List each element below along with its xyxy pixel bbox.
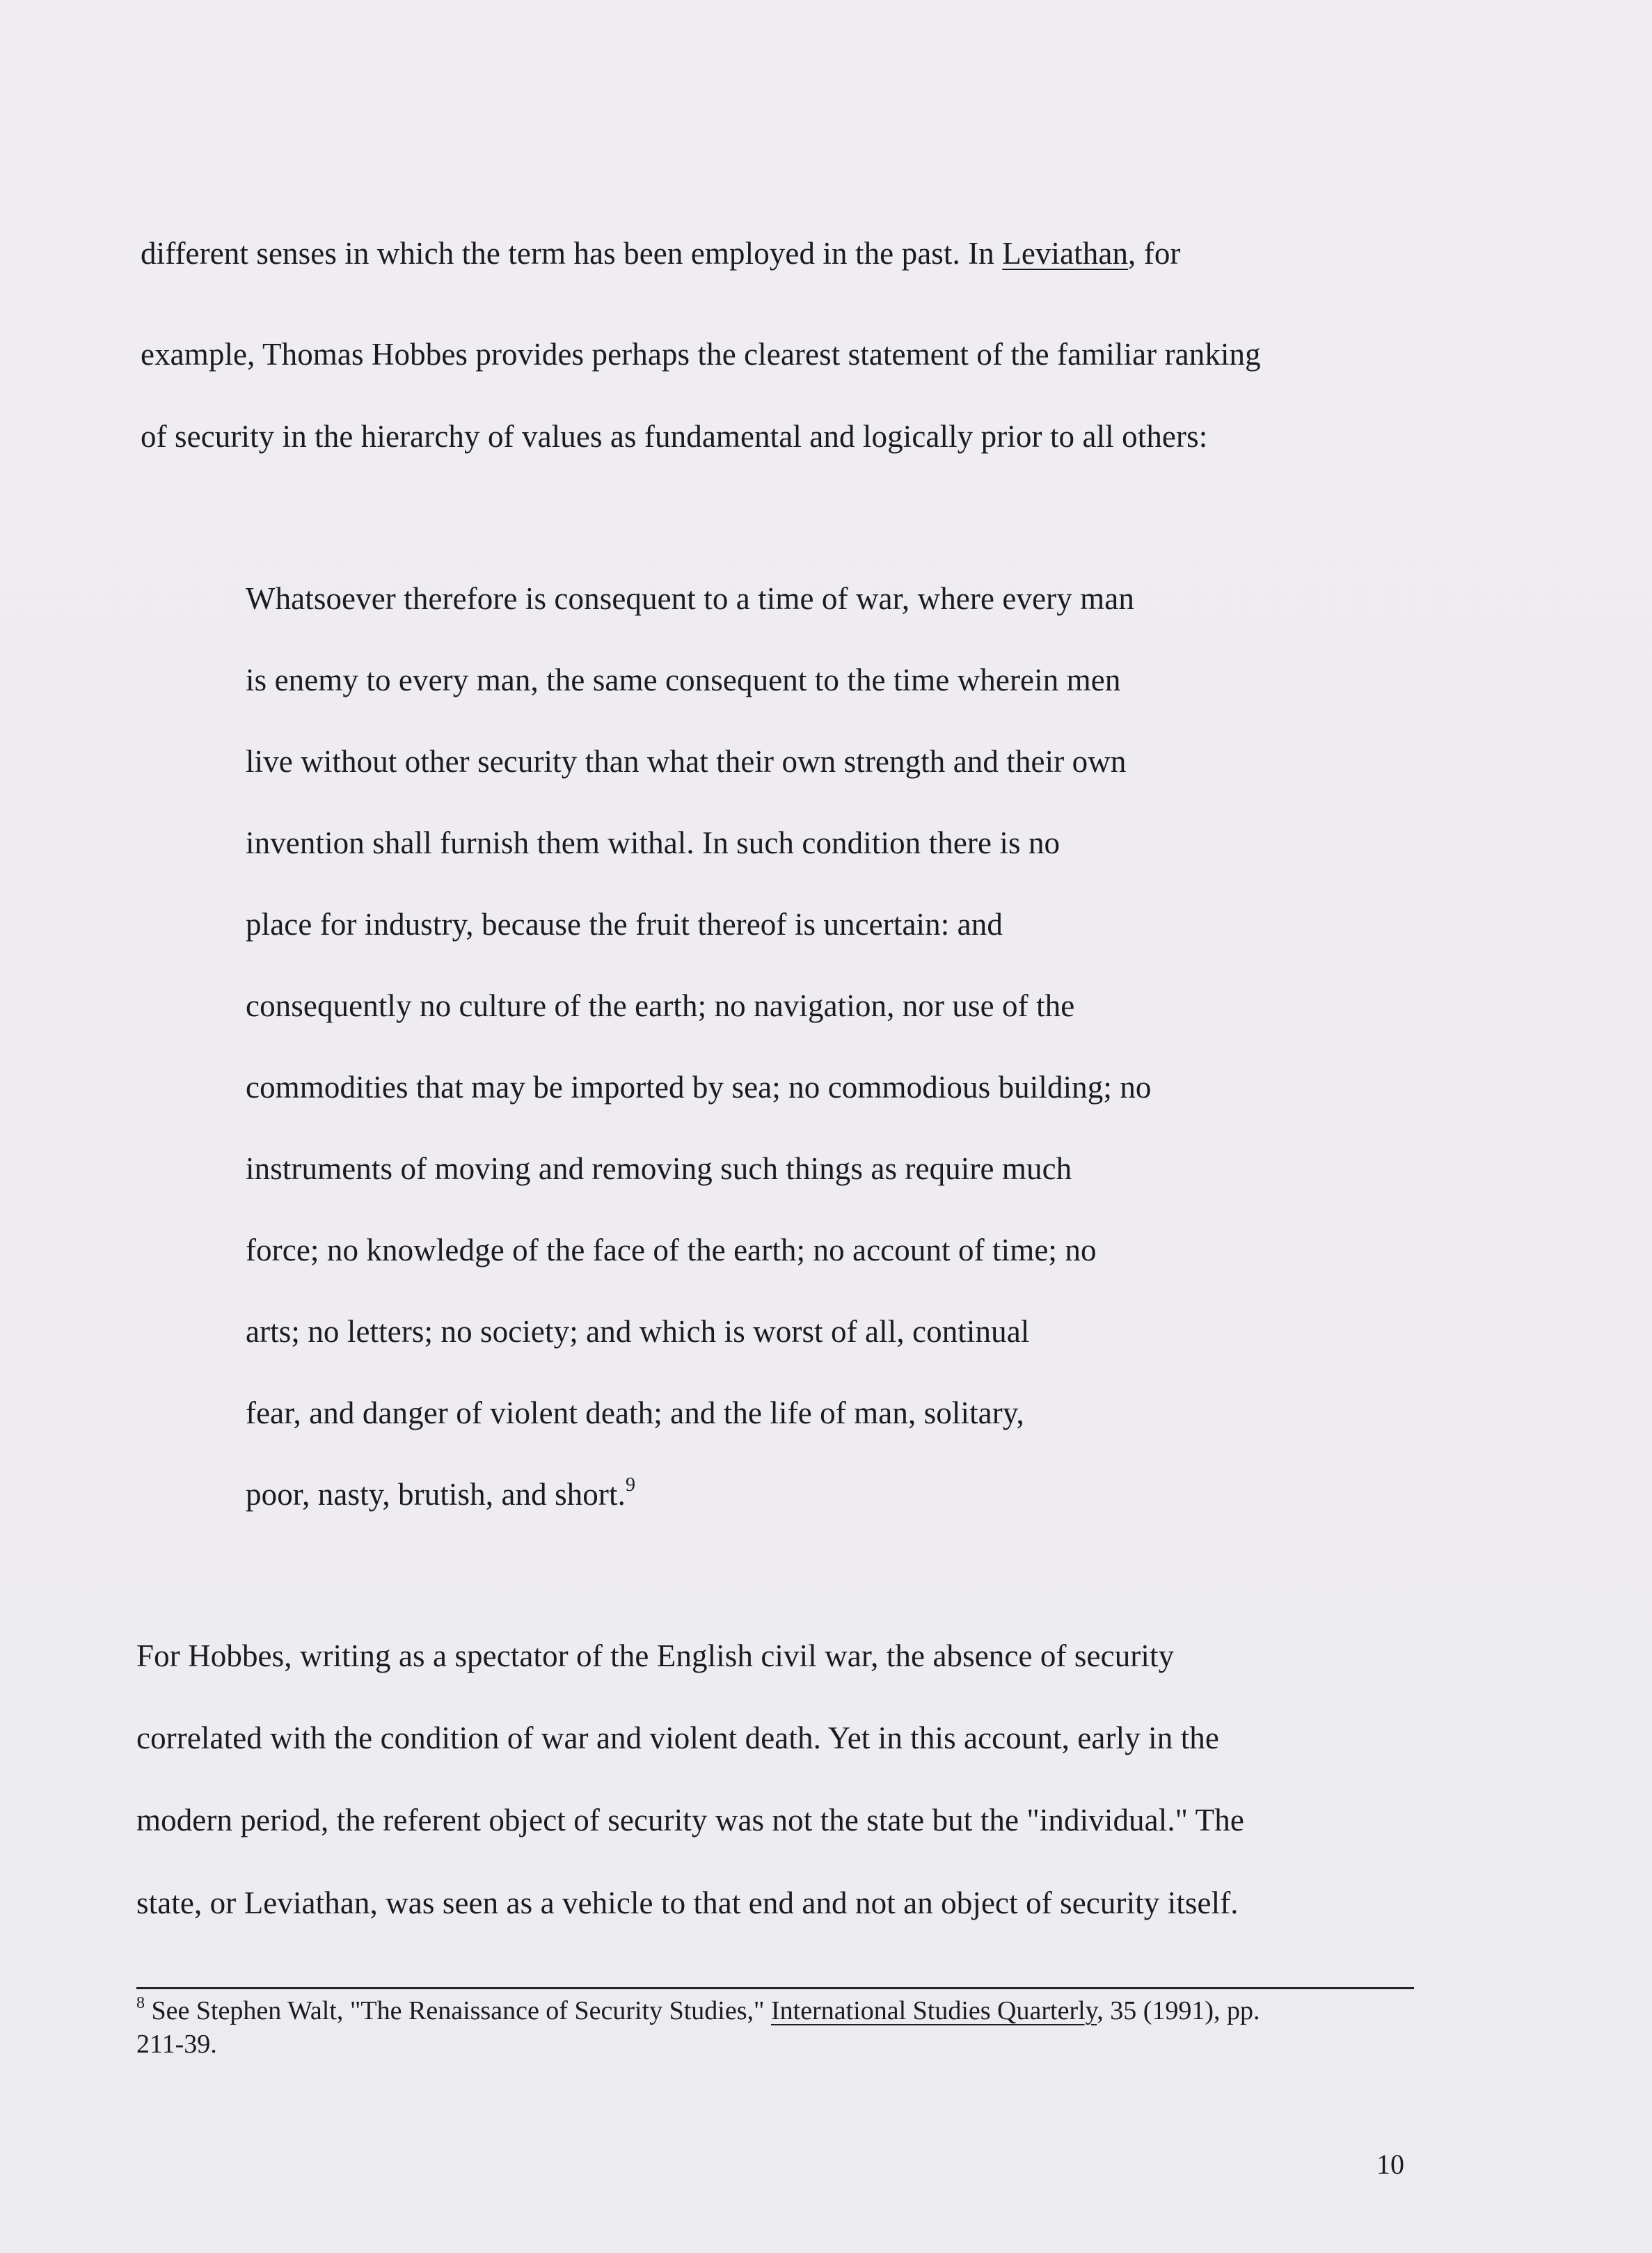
quote-line: place for industry, because the fruit thereof is uncertain: and — [246, 907, 1003, 942]
quote-line: instruments of moving and removing such things as require much — [246, 1151, 1072, 1186]
quote-line: invention shall furnish them withal. In such condition there is no — [246, 825, 1061, 860]
body-line: example, Thomas Hobbes provides perhaps the clearest statement of the familiar ranking — [141, 337, 1261, 372]
quote-line: consequently no culture of the earth; no navigation, nor use of the — [246, 988, 1075, 1023]
page-number: 10 — [1376, 2149, 1404, 2180]
book-title-leviathan: Leviathan — [1002, 236, 1129, 271]
quote-line: force; no knowledge of the face of the earth; no account of time; no — [246, 1233, 1097, 1267]
quote-text: poor, nasty, brutish, and short. — [246, 1477, 626, 1512]
body-text: different senses in which the term has been employed in the past. In — [141, 236, 1003, 271]
body-line: For Hobbes, writing as a spectator of the English civil war, the absence of security — [136, 1638, 1175, 1673]
body-line: of security in the hierarchy of values as fundamental and logically prior to all others: — [141, 419, 1208, 454]
body-text: , for — [1128, 236, 1181, 271]
footnote-text: , 35 (1991), pp. — [1097, 1996, 1260, 2025]
quote-line: arts; no letters; no society; and which is worst of all, continual — [246, 1314, 1030, 1349]
quote-line: fear, and danger of violent death; and the life of man, solitary, — [246, 1396, 1024, 1430]
quote-line: live without other security than what their own strength and their own — [246, 744, 1127, 779]
footnote-separator — [136, 1987, 1414, 1989]
quote-line: is enemy to every man, the same consequent to the time wherein men — [246, 663, 1121, 697]
quote-line — [246, 1473, 635, 1520]
footnote-text: See Stephen Walt, "The Renaissance of Security Studies," — [145, 1996, 772, 2025]
body-line: state, or Leviathan, was seen as a vehicle to that end and not an object of security itself. — [136, 1886, 1239, 1920]
quote-line: commodities that may be imported by sea; no commodious building; no — [246, 1070, 1152, 1105]
footnote-reference: 9 — [625, 1474, 636, 1496]
body-line: modern period, the referent object of security was not the state but the "individual." The — [136, 1803, 1244, 1837]
footnote-line: 211-39. — [136, 2030, 217, 2059]
body-line: correlated with the condition of war and violent death. Yet in this account, early in the — [136, 1721, 1219, 1755]
journal-title: International Studies Quarterly — [771, 1996, 1097, 2025]
quote-line: Whatsoever therefore is consequent to a time of war, where every man — [246, 581, 1134, 616]
footnote-number: 8 — [136, 1994, 145, 2012]
body-line — [141, 232, 1181, 274]
footnote-line — [136, 1994, 1260, 2031]
